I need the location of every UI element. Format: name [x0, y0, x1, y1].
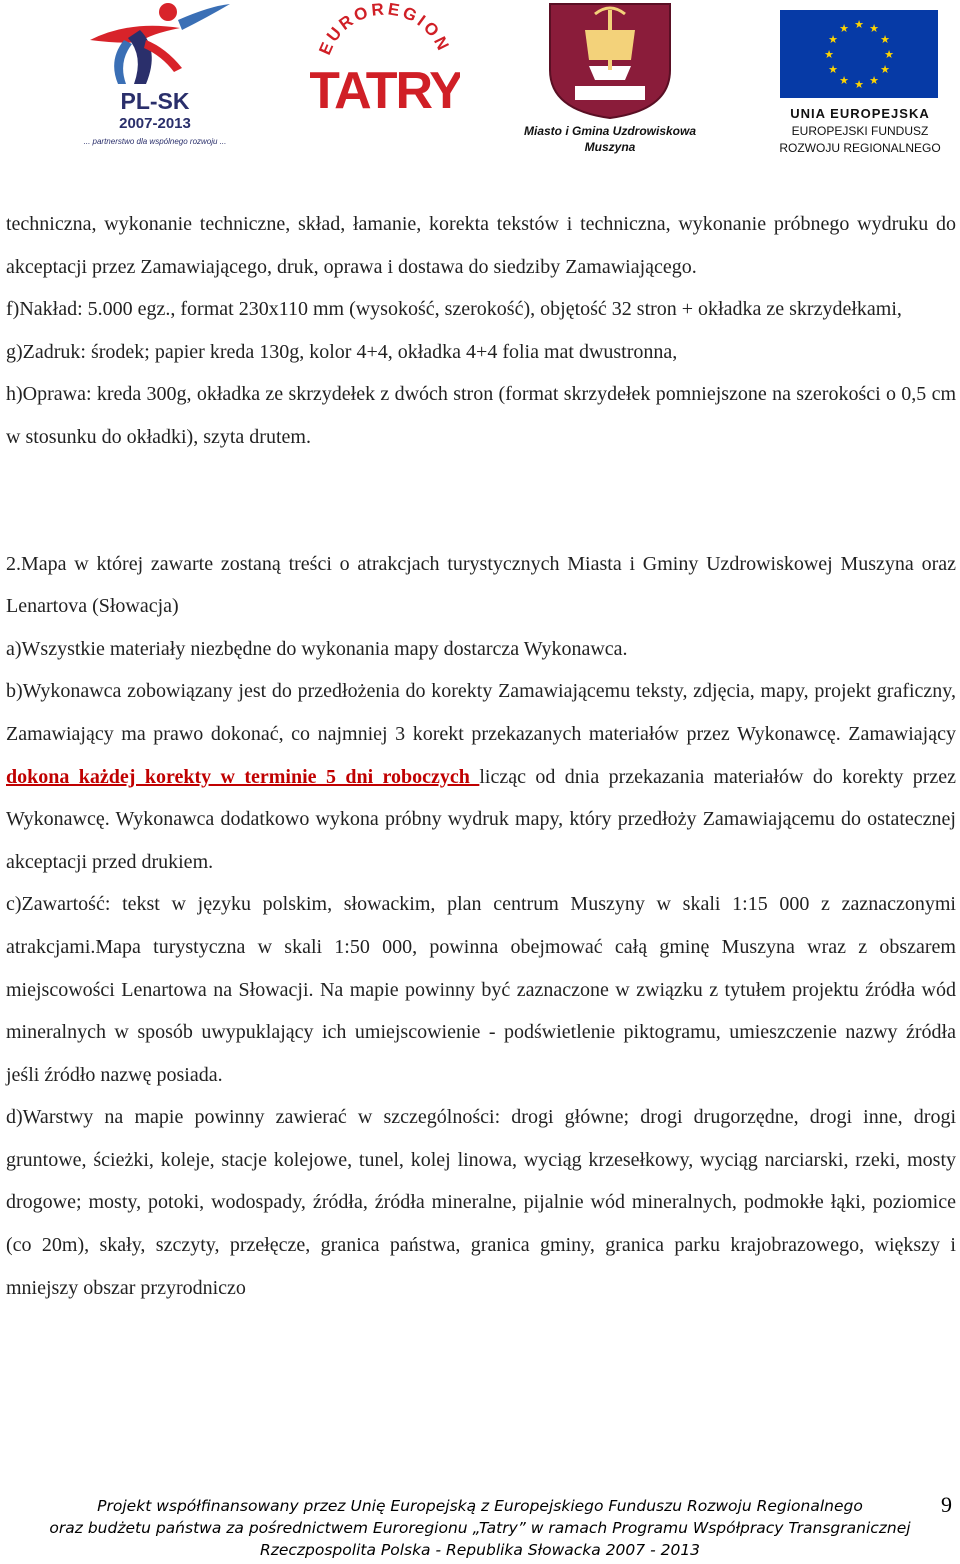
svg-text:★: ★	[828, 63, 838, 76]
svg-text:★: ★	[854, 18, 864, 31]
paragraph-warstwy: d)Warstwy na mapie powinny zawierać w szczególności: drogi główne; drogi drugorzędne, drogi inne, drogi gruntowe, ścieżki, koleje, stacje kolejowe, tunel, kolej linowa, wyciąg krzesełkowy, wyciąg narciarski, rzeki, mosty drogowe; mosty, potoki, wodospady, źródła, źródła mineralne, pijalnie wód mineralnych, podmokłe łąki, poziomice (co 20m), skały, szczyty, przełęcze, granica państwa, granica gminy, granica parku krajobrazowego, większy i mniejszy obszar przyrodniczo	[6, 1106, 956, 1299]
paragraph-zadruk: g)Zadruk: środek; papier kreda 130g, kolor 4+4, okładka 4+4 folia mat dwustronna,	[6, 340, 678, 363]
paragraph-oprawa: h)Oprawa: kreda 300g, okładka ze skrzydełek z dwóch stron (format skrzydełek pomniejszone na szerokości o 0,5 cm w stosunku do okładki), szyta drutem.	[6, 383, 956, 448]
svg-text:EUROREGION	[315, 0, 454, 58]
euroregion-emblem-icon	[310, 0, 460, 120]
page-number: 9	[941, 1492, 952, 1517]
plsk-logo	[70, 0, 240, 158]
paragraph-technical: techniczna, wykonanie techniczne, skład, łamanie, korekta tekstów i techniczna, wykonanie próbnego wydruku do akceptacji przez Zamawiającego, druk, oprawa i dostawa do siedziby Zamawiającego.	[6, 213, 956, 278]
plsk-figure-icon	[70, 0, 240, 90]
footer-line-1: Projekt współfinansowany przez Unię Europejską z Europejskiego Funduszu Rozwoju Regionalnego	[97, 1497, 863, 1515]
svg-text:★: ★	[869, 74, 879, 87]
svg-text:★: ★	[880, 63, 890, 76]
korekty-deadline-highlight: dokona każdej korekty w terminie 5 dni roboczych	[6, 765, 480, 788]
eu-logo-line2: EUROPEJSKI FUNDUSZ	[791, 124, 929, 138]
document-body	[6, 203, 956, 1309]
svg-text:★: ★	[839, 74, 849, 87]
paragraph-korekty	[6, 670, 956, 883]
svg-text:★: ★	[854, 78, 864, 91]
eu-logo-line3: ROZWOJU REGIONALNEGO	[779, 141, 941, 155]
muszyna-logo	[505, 0, 715, 160]
eu-logo-line1: UNIA EUROPEJSKA	[790, 106, 930, 121]
plsk-logo-name: PL-SK	[120, 88, 190, 114]
eu-logo	[770, 10, 950, 158]
paragraph-naklad: f)Nakład: 5.000 egz., format 230x110 mm (wysokość, szerokość), objętość 32 stron + okładka ze skrzydełkami,	[6, 298, 902, 321]
section-spacer	[6, 459, 956, 543]
paragraph-materialy: a)Wszystkie materiały niezbędne do wykonania mapy dostarcza Wykonawca.	[6, 637, 628, 660]
page-footer	[0, 1496, 960, 1564]
muszyna-caption-line1: Miasto i Gmina Uzdrowiskowa	[523, 124, 697, 138]
euroregion-arc-text: EUROREGION	[315, 0, 454, 58]
paragraph-zawartosc: c)Zawartość: tekst w języku polskim, słowackim, plan centrum Muszyny w skali 1:15 000 z zaznaczonymi atrakcjami.Mapa turystyczna w skali 1:50 000, powinna obejmować całą gminę Muszyna wraz z obszarem miejscowości Lenartowa na Słowacji. Na mapie powinny być zaznaczone w związku z tytułem projektu źródła wód mineralnych w sposób uwypuklający ich umiejscowienie - podświetlenie piktogramu, umieszczenie nazwy źródła jeśli źródło nazwę posiada.	[6, 893, 956, 1086]
plsk-logo-tagline: ... partnerstwo dla wspólnego rozwoju ...	[83, 137, 227, 146]
euroregion-tatry-logo	[310, 0, 460, 120]
eu-flag-icon	[780, 10, 938, 98]
footer-line-3: Rzeczpospolita Polska - Republika Słowacka 2007 - 2013	[259, 1541, 701, 1559]
euroregion-name-text: TATRY	[310, 62, 460, 120]
svg-text:★: ★	[824, 48, 834, 61]
page-header	[0, 0, 960, 160]
svg-text:★: ★	[839, 22, 849, 35]
svg-text:★: ★	[880, 33, 890, 46]
svg-text:★: ★	[884, 48, 894, 61]
korekty-text-after: licząc od dnia przekazania materiałów do korekty przez Wykonawcę. Wykonawca dodatkowo wykona próbny wydruk mapy, który przedłoży Zamawiającemu do ostatecznej akceptacji przed drukiem.	[6, 765, 957, 873]
footer-line-2: oraz budżetu państwa za pośrednictwem Euroregionu „Tatry” w ramach Programu Współpracy Transgranicznej	[49, 1519, 911, 1537]
paragraph-mapa-heading: 2.Mapa w której zawarte zostaną treści o atrakcjach turystycznych Miasta i Gminy Uzdrowiskowej Muszyna oraz Lenartova (Słowacja)	[6, 552, 956, 618]
muszyna-coat-of-arms-icon	[505, 0, 715, 120]
muszyna-logo-caption	[505, 123, 715, 155]
korekty-text-before: b)Wykonawca zobowiązany jest do przedłożenia do korekty Zamawiającemu teksty, zdjęcia, mapy, projekt graficzny, Zamawiający ma prawo dokonać, co najmniej 3 korekt przekazanych materiałów przez Wykonawcę. Zamawiający	[6, 680, 956, 745]
plsk-logo-years: 2007-2013	[119, 115, 191, 132]
svg-text:★: ★	[828, 33, 838, 46]
muszyna-caption-line2: Muszyna	[584, 140, 636, 154]
svg-text:★: ★	[869, 22, 879, 35]
